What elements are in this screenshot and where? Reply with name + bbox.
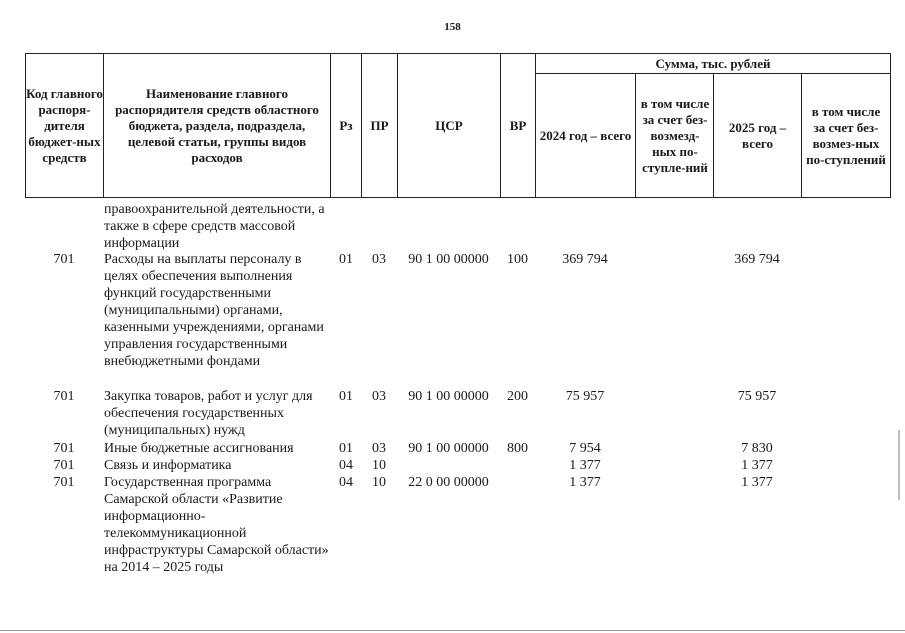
- row-csr: 90 1 00 00000: [408, 389, 489, 404]
- row-sum-2025: 75 957: [737, 389, 777, 404]
- row-pr: 03: [372, 252, 386, 267]
- page-number: 158: [444, 21, 461, 33]
- row-sum-2024: 75 957: [565, 389, 605, 404]
- row-pr: 03: [372, 441, 386, 456]
- row-pr: 03: [372, 389, 386, 404]
- row-code: 701: [53, 441, 75, 456]
- header-csr: ЦСР: [435, 117, 463, 133]
- row-name: Расходы на выплаты персоналу в целях обеспечения выполнения функций государственными (муниципальными) органами, казенными учреждениями, органами управления государственными внебюджетными фондами: [104, 252, 324, 369]
- header-bottom-border: [25, 197, 891, 198]
- header-col-border: [635, 73, 636, 198]
- row-name: Государственная программа Самарской области «Развитие информационно-телекоммуникационной инфраструктуры Самарской области» на 2014 – 2025 годы: [104, 475, 329, 575]
- header-col-border: [890, 53, 891, 198]
- header-2024-free: в том числе за счет без-возмезд-ных по-ступле-ний: [640, 95, 710, 175]
- row-rz: 04: [339, 458, 353, 473]
- header-vr: ВР: [509, 117, 527, 133]
- row-csr: 90 1 00 00000: [408, 441, 489, 456]
- header-2025-free: в том числе за счет без-возмез-ных по-ступлений: [806, 103, 886, 167]
- row-vr: 200: [507, 389, 528, 404]
- row-sum-2024: 1 377: [569, 458, 601, 473]
- row-code: 701: [53, 458, 75, 473]
- row-rz: 01: [339, 389, 353, 404]
- row-csr: 22 0 00 00000: [408, 475, 489, 490]
- row-rz: 04: [339, 475, 353, 490]
- continuation-text: правоохранительной деятельности, а также в сфере средств массовой информации: [104, 202, 325, 251]
- row-vr: 100: [507, 252, 528, 267]
- row-pr: 10: [372, 475, 386, 490]
- row-code: 701: [53, 252, 75, 267]
- row-name: Иные бюджетные ассигнования: [104, 441, 294, 456]
- header-sum-group: Сумма, тыс. рублей: [655, 55, 771, 71]
- header-col-border: [103, 53, 104, 198]
- row-pr: 10: [372, 458, 386, 473]
- row-name: Закупка товаров, работ и услуг для обеспечения государственных (муниципальных) нужд: [104, 389, 313, 438]
- row-vr: 800: [507, 441, 528, 456]
- header-col-border: [801, 73, 802, 198]
- header-rz: Рз: [339, 117, 353, 133]
- header-name: Наименование главного распорядителя средств областного бюджета, раздела, подраздела, целевой статьи, группы видов расходов: [115, 85, 319, 165]
- header-2024-total: 2024 год – всего: [539, 127, 632, 143]
- row-sum-2024: 7 954: [569, 441, 601, 456]
- header-2025-total: 2025 год – всего: [728, 119, 787, 151]
- row-name: Связь и информатика: [104, 458, 232, 473]
- scan-bottom-line: [0, 630, 905, 631]
- row-sum-2024: 1 377: [569, 475, 601, 490]
- row-code: 701: [53, 475, 75, 490]
- row-sum-2025: 1 377: [741, 458, 773, 473]
- row-rz: 01: [339, 441, 353, 456]
- row-rz: 01: [339, 252, 353, 267]
- header-code: Код главного распоря-дителя бюджет-ных средств: [26, 85, 103, 165]
- header-pr: ПР: [370, 117, 389, 133]
- row-sum-2025: 7 830: [741, 441, 773, 456]
- row-sum-2025: 1 377: [741, 475, 773, 490]
- row-code: 701: [53, 389, 75, 404]
- row-sum-2025: 369 794: [734, 252, 780, 267]
- scan-edge-mark: [898, 430, 900, 500]
- row-sum-2024: 369 794: [562, 252, 608, 267]
- row-csr: 90 1 00 00000: [408, 252, 489, 267]
